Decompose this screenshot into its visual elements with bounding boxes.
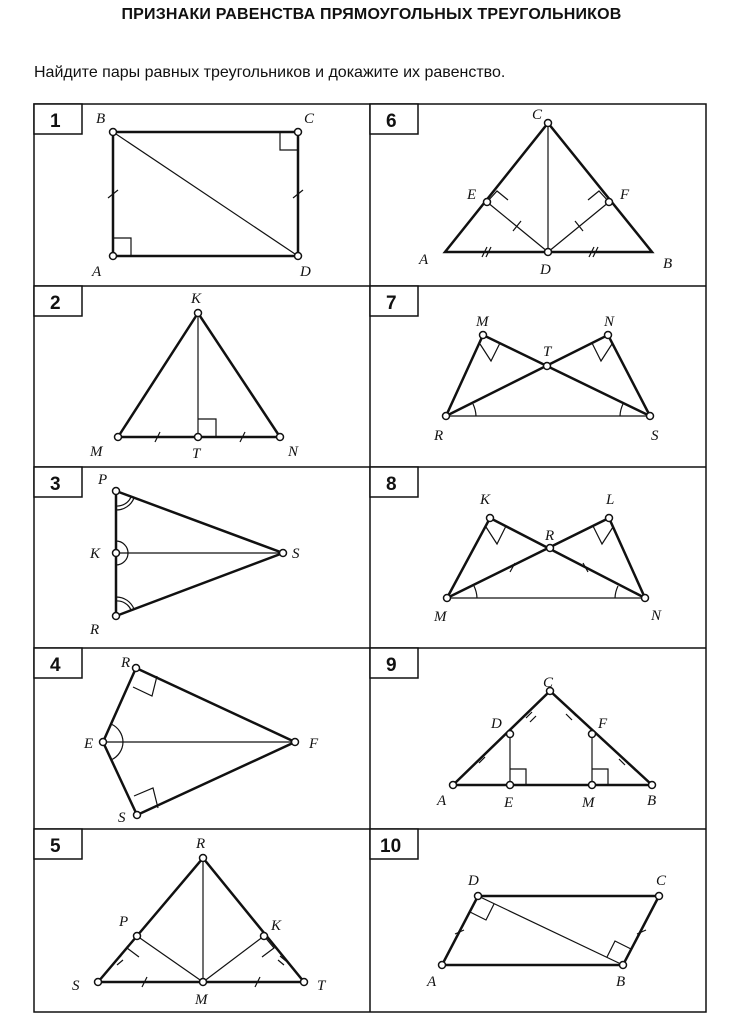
vertex-label: R bbox=[196, 836, 206, 852]
panel-number: 1 bbox=[50, 111, 61, 132]
vertex-label: D bbox=[300, 264, 311, 280]
figure-9 bbox=[450, 688, 656, 789]
vertex-label: K bbox=[480, 492, 491, 508]
panel-number: 9 bbox=[386, 655, 397, 676]
vertex-label: N bbox=[651, 608, 662, 624]
vertex-label: B bbox=[663, 256, 673, 272]
vertex-label: D bbox=[540, 262, 551, 278]
vertex-label: T bbox=[317, 978, 326, 994]
vertex-label: S bbox=[72, 978, 80, 994]
vertex-label: C bbox=[532, 107, 543, 123]
vertex-label: F bbox=[620, 187, 630, 203]
panel-number: 2 bbox=[50, 293, 61, 314]
vertex-label: E bbox=[84, 736, 94, 752]
vertex-label: K bbox=[90, 546, 101, 562]
vertex-label: E bbox=[467, 187, 477, 203]
panel-number: 5 bbox=[50, 836, 61, 857]
vertex-label: R bbox=[545, 528, 555, 544]
figure-1 bbox=[108, 129, 303, 260]
vertex-label: A bbox=[92, 264, 102, 280]
vertex-label: C bbox=[656, 873, 667, 889]
vertex-label: R bbox=[121, 655, 131, 671]
vertex-label: B bbox=[647, 793, 657, 809]
panel-number: 10 bbox=[380, 836, 402, 857]
vertex-label: T bbox=[543, 344, 552, 360]
vertex-label: R bbox=[434, 428, 444, 444]
figure-4 bbox=[100, 665, 299, 819]
vertex-label: B bbox=[96, 111, 106, 127]
vertex-label: C bbox=[543, 675, 554, 691]
panel-number: 6 bbox=[386, 111, 397, 132]
vertex-label: S bbox=[292, 546, 300, 562]
vertex-label: L bbox=[606, 492, 615, 508]
vertex-label: R bbox=[90, 622, 100, 638]
vertex-label: C bbox=[304, 111, 315, 127]
vertex-label: F bbox=[309, 736, 319, 752]
vertex-label: E bbox=[504, 795, 514, 811]
vertex-label: A bbox=[427, 974, 437, 990]
vertex-label: B bbox=[616, 974, 626, 990]
vertex-label: N bbox=[288, 444, 299, 460]
vertex-label: K bbox=[191, 291, 202, 307]
panel-number: 8 bbox=[386, 474, 397, 495]
vertex-label: F bbox=[598, 716, 608, 732]
figure-10 bbox=[439, 893, 663, 969]
vertex-label: S bbox=[118, 810, 126, 826]
vertex-label: M bbox=[476, 314, 489, 330]
vertex-label: S bbox=[651, 428, 659, 444]
figure-2 bbox=[115, 310, 284, 443]
vertex-label: D bbox=[491, 716, 502, 732]
vertex-label: P bbox=[119, 914, 129, 930]
panel-number: 3 bbox=[50, 474, 61, 495]
vertex-label: A bbox=[437, 793, 447, 809]
vertex-label: M bbox=[90, 444, 103, 460]
vertex-label: M bbox=[434, 609, 447, 625]
vertex-label: D bbox=[468, 873, 479, 889]
vertex-label: M bbox=[195, 992, 208, 1008]
task-instruction: Найдите пары равных треугольников и докажите их равенство. bbox=[34, 64, 506, 81]
page-title: ПРИЗНАКИ РАВЕНСТВА ПРЯМОУГОЛЬНЫХ ТРЕУГОЛЬНИКОВ bbox=[121, 6, 622, 23]
figure-3 bbox=[113, 488, 287, 620]
vertex-label: T bbox=[192, 446, 201, 462]
vertex-label: A bbox=[419, 252, 429, 268]
vertex-label: K bbox=[271, 918, 282, 934]
vertex-label: N bbox=[604, 314, 615, 330]
vertex-label: P bbox=[98, 472, 108, 488]
vertex-label: M bbox=[582, 795, 595, 811]
panel-number: 7 bbox=[386, 293, 397, 314]
panel-number: 4 bbox=[50, 655, 61, 676]
